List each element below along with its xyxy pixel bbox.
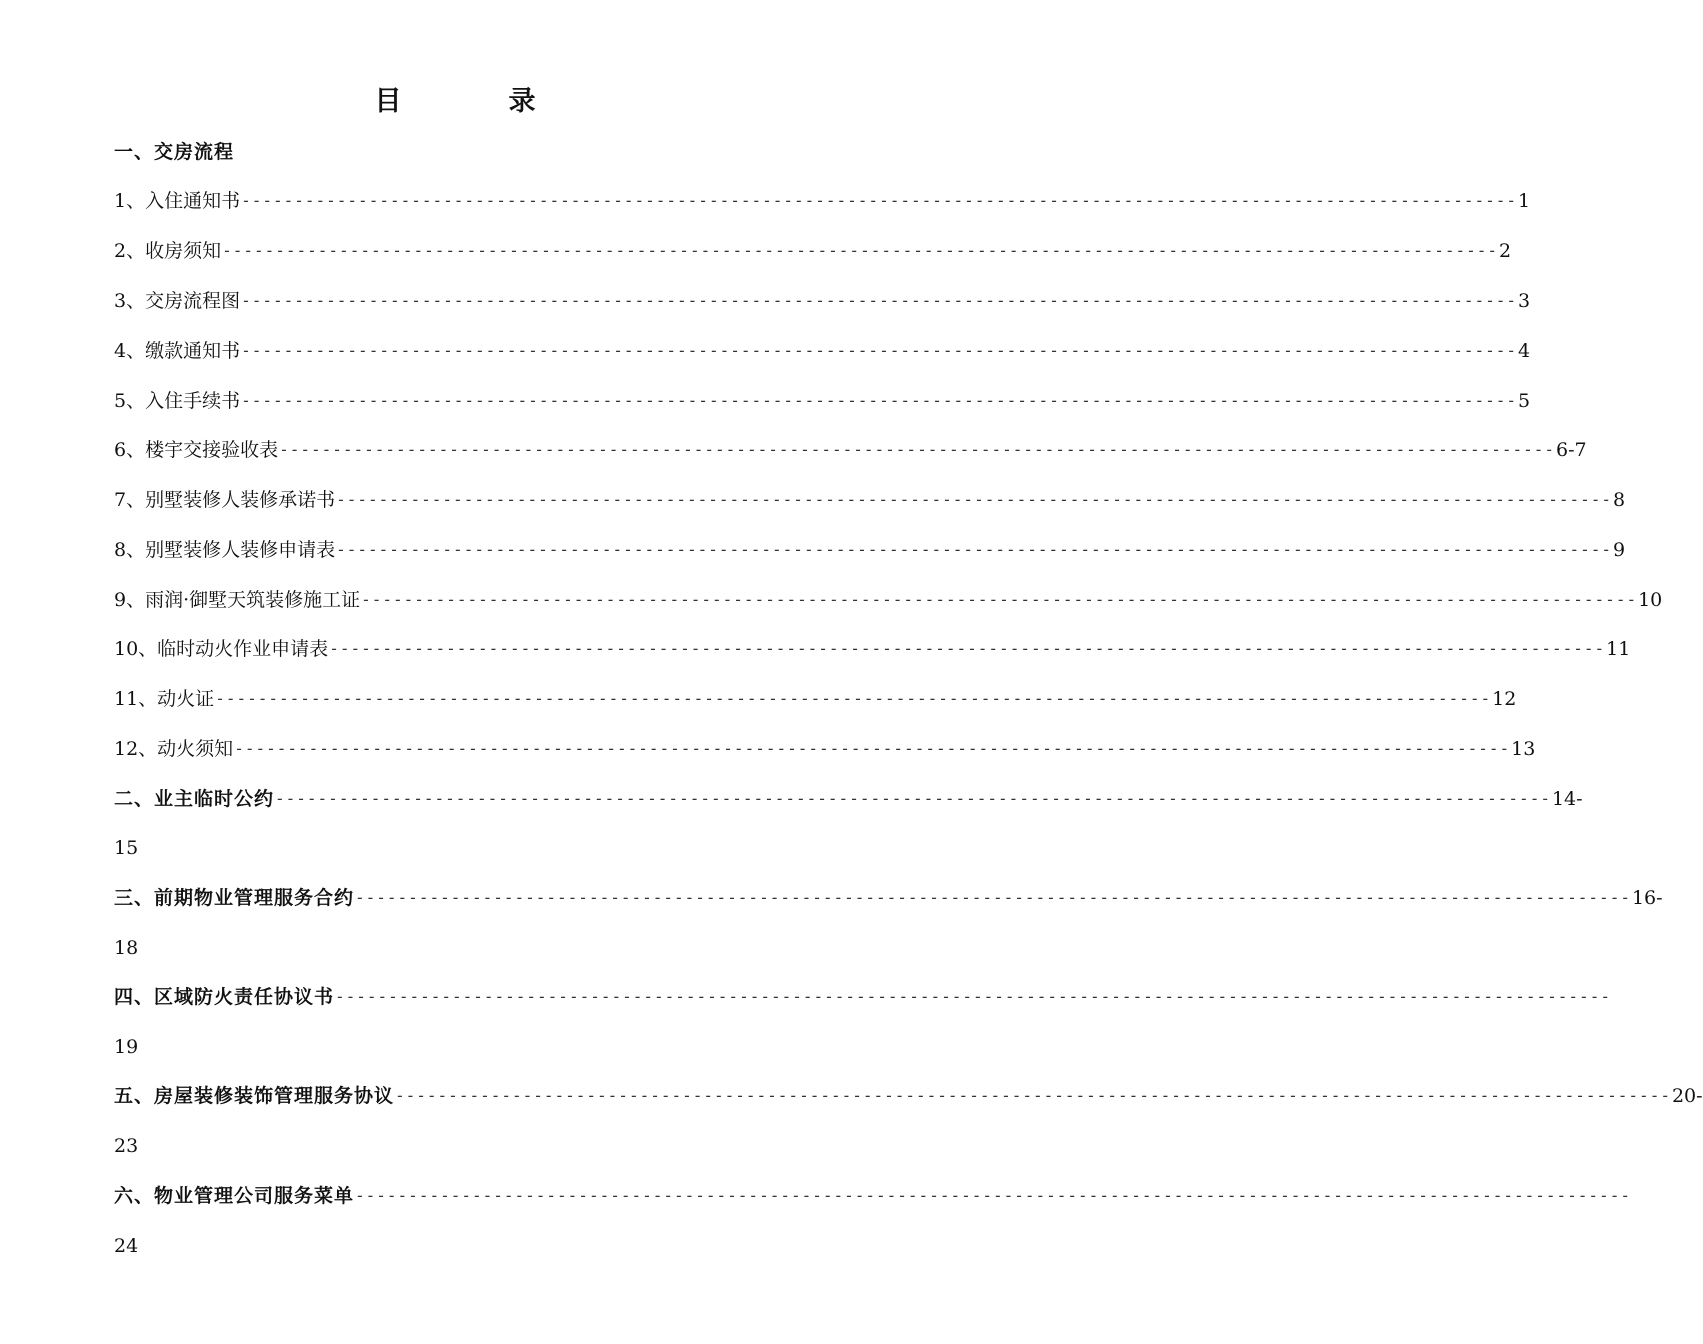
- toc-entry-label: 10、临时动火作业申请表: [114, 638, 329, 660]
- toc-page-continuation: 19: [114, 1036, 139, 1058]
- toc-page-continuation: 15: [114, 837, 139, 859]
- toc-page-continuation: 24: [114, 1235, 139, 1257]
- toc-entry[interactable]: [114, 336, 1531, 366]
- dot-leader: ------------------------------------------------------------------------------------------------------------------------: [336, 490, 1613, 509]
- dot-leader: ------------------------------------------------------------------------------------------------------------------------: [335, 987, 1611, 1006]
- toc-entry-label: 3、交房流程图: [114, 290, 241, 312]
- toc-entry-page: 10: [1638, 589, 1663, 611]
- toc-entry[interactable]: [114, 386, 1531, 416]
- toc-page-continuation: 23: [114, 1135, 139, 1157]
- toc-entry-page: 1: [1518, 190, 1531, 212]
- page-title: 目 录: [374, 86, 576, 117]
- dot-leader: ------------------------------------------------------------------------------------------------------------------------: [222, 241, 1499, 260]
- toc-section-label: 三、前期物业管理服务合约: [114, 887, 355, 909]
- toc-entry-label: 5、入住手续书: [114, 390, 241, 412]
- toc-entry-page: 6-7: [1556, 439, 1587, 461]
- dot-leader: ------------------------------------------------------------------------------------------------------------------------: [395, 1086, 1671, 1105]
- toc-section-entry[interactable]: [114, 1081, 1703, 1111]
- toc-section-label: 六、物业管理公司服务菜单: [114, 1185, 355, 1207]
- toc-heading-section-1: [114, 137, 838, 167]
- dot-leader: ------------------------------------------------------------------------------------------------------------------------: [355, 888, 1631, 907]
- toc-section-entry[interactable]: [114, 784, 1583, 814]
- dot-leader: ------------------------------------------------------------------------------------------------------------------------: [329, 639, 1606, 658]
- toc-entry-label: 1、入住通知书: [114, 190, 241, 212]
- toc-entry[interactable]: [114, 485, 1626, 515]
- dot-leader: ------------------------------------------------------------------------------------------------------------------------: [234, 739, 1511, 758]
- toc-section-entry[interactable]: [114, 883, 1663, 913]
- dot-leader: ------------------------------------------------------------------------------------------------------------------------: [241, 191, 1518, 210]
- toc-entry[interactable]: [114, 435, 1587, 465]
- dot-leader: ------------------------------------------------------------------------------------------------------------------------: [241, 391, 1518, 410]
- toc-entry-page: 9: [1613, 539, 1626, 561]
- dot-leader: ------------------------------------------------------------------------------------------------------------------------: [361, 590, 1638, 609]
- toc-entry-page: 16-: [1631, 887, 1663, 909]
- toc-entry[interactable]: [114, 734, 1536, 764]
- toc-entry-label: 2、收房须知: [114, 240, 222, 262]
- toc-entry-label: 7、别墅装修人装修承诺书: [114, 489, 336, 511]
- toc-entry-page: 2: [1499, 240, 1512, 262]
- toc-page-continuation: 18: [114, 937, 139, 959]
- toc-entry[interactable]: [114, 634, 1631, 664]
- toc-entry-page: 5: [1518, 390, 1531, 412]
- dot-leader: ------------------------------------------------------------------------------------------------------------------------: [336, 540, 1613, 559]
- toc-entry[interactable]: [114, 186, 1531, 216]
- dot-leader: ------------------------------------------------------------------------------------------------------------------------: [279, 440, 1556, 459]
- toc-entry[interactable]: [114, 585, 1663, 615]
- toc-entry[interactable]: [114, 684, 1517, 714]
- toc-entry[interactable]: [114, 535, 1626, 565]
- toc-section-label: 二、业主临时公约: [114, 788, 275, 810]
- toc-entry-page: 8: [1613, 489, 1626, 511]
- toc-entry-label: 8、别墅装修人装修申请表: [114, 539, 336, 561]
- toc-section-label: 四、区域防火责任协议书: [114, 986, 335, 1008]
- toc-entry-page: 14-: [1551, 788, 1583, 810]
- toc-entry-page: 12: [1492, 688, 1517, 710]
- dot-leader: ------------------------------------------------------------------------------------------------------------------------: [241, 341, 1518, 360]
- dot-leader: ------------------------------------------------------------------------------------------------------------------------: [215, 689, 1492, 708]
- toc-entry-page: 20-: [1671, 1085, 1703, 1107]
- toc-entry-label: 4、缴款通知书: [114, 340, 241, 362]
- section-heading: 一、交房流程: [114, 141, 235, 163]
- dot-leader: ------------------------------------------------------------------------------------------------------------------------: [275, 789, 1551, 808]
- toc-entry-page: 3: [1518, 290, 1531, 312]
- toc-entry[interactable]: [114, 286, 1531, 316]
- toc-entry-page: 13: [1511, 738, 1536, 760]
- toc-entry-label: 9、雨润·御墅天筑装修施工证: [114, 589, 361, 611]
- toc-entry-page: 4: [1518, 340, 1531, 362]
- dot-leader: ------------------------------------------------------------------------------------------------------------------------: [241, 291, 1518, 310]
- toc-entry-label: 6、楼宇交接验收表: [114, 439, 279, 461]
- toc-section-entry[interactable]: [114, 1181, 1631, 1211]
- toc-entry[interactable]: [114, 236, 1512, 266]
- toc-section-entry[interactable]: [114, 982, 1611, 1012]
- toc-entry-label: 11、动火证: [114, 688, 215, 710]
- toc-entry-page: 11: [1606, 638, 1631, 660]
- toc-section-label: 五、房屋装修装饰管理服务协议: [114, 1085, 395, 1107]
- toc-entry-label: 12、动火须知: [114, 738, 234, 760]
- dot-leader: ------------------------------------------------------------------------------------------------------------------------: [355, 1186, 1631, 1205]
